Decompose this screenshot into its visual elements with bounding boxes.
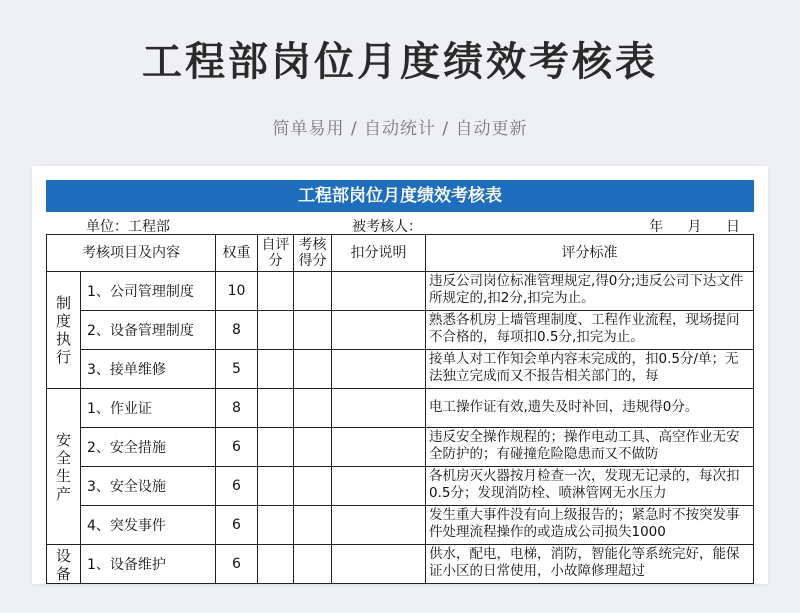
item-cell: 4、突发事件 [81,506,216,545]
table-row [47,311,754,350]
standard-cell: 电工操作证有效,遗失及时补回，违规得0分。 [426,389,754,428]
table-row [47,428,754,467]
self-score-cell[interactable] [258,311,294,350]
standard-cell: 熟悉各机房上墙管理制度、工程作业流程，现场提问不合格的，每项扣0.5分,扣完为止。 [426,311,754,350]
category-safety: 安全生产 [47,389,81,545]
standard-cell: 供水，配电，电梯，消防，智能化等系统完好，能保证小区的日常使用，小故障修理超过 [426,545,754,584]
deduct-note-cell[interactable] [332,272,426,311]
weight-cell: 6 [216,545,258,584]
check-score-cell[interactable] [294,467,332,506]
category-system: 制度执行 [47,272,81,389]
table-row [47,272,754,311]
table-row [47,506,754,545]
self-score-cell[interactable] [258,272,294,311]
header-standard: 评分标准 [426,235,754,272]
item-cell: 1、作业证 [81,389,216,428]
weight-cell: 6 [216,506,258,545]
check-score-cell[interactable] [294,272,332,311]
page-title: 工程部岗位月度绩效考核表 [142,39,658,85]
self-score-cell[interactable] [258,428,294,467]
self-score-cell[interactable] [258,389,294,428]
self-score-cell[interactable] [258,506,294,545]
item-cell: 3、接单维修 [81,350,216,389]
check-score-cell[interactable] [294,545,332,584]
sheet-banner-title: 工程部岗位月度绩效考核表 [46,180,754,212]
header-weight: 权重 [216,235,258,272]
check-score-cell[interactable] [294,389,332,428]
self-score-cell[interactable] [258,350,294,389]
item-cell: 1、设备维护 [81,545,216,584]
table-row [47,545,754,584]
weight-cell: 5 [216,350,258,389]
standard-cell: 违反公司岗位标准管理规定,得0分;违反公司下达文件所规定的,扣2分,扣完为止。 [426,272,754,311]
page-subtitle: 简单易用 / 自动统计 / 自动更新 [272,119,528,139]
header-self-score: 自评分 [258,235,294,272]
self-score-cell[interactable] [258,545,294,584]
header-deduct-note: 扣分说明 [332,235,426,272]
item-cell: 2、设备管理制度 [81,311,216,350]
unit-label: 单位：工程部 [86,219,170,235]
item-cell: 3、安全设施 [81,467,216,506]
assessee-label: 被考核人： [352,219,422,235]
table-row [47,467,754,506]
weight-cell: 8 [216,311,258,350]
header-item: 考核项目及内容 [47,235,216,272]
deduct-note-cell[interactable] [332,506,426,545]
check-score-cell[interactable] [294,428,332,467]
check-score-cell[interactable] [294,506,332,545]
standard-cell: 各机房灭火器按月检查一次，发现无记录的，每次扣0.5分；发现消防栓、喷淋管网无水压力 [426,467,754,506]
weight-cell: 8 [216,389,258,428]
date-label: 年 月 日 [649,219,750,235]
table-row [47,389,754,428]
standard-cell: 发生重大事件没有向上级报告的；紧急时不按突发事件处理流程操作的或造成公司损失1000 [426,506,754,545]
check-score-cell[interactable] [294,311,332,350]
header-check-score: 考核得分 [294,235,332,272]
self-score-cell[interactable] [258,467,294,506]
assessment-table [46,234,754,584]
weight-cell: 6 [216,428,258,467]
check-score-cell[interactable] [294,350,332,389]
standard-cell: 接单人对工作知会单内容未完成的，扣0.5分/单；无法独立完成而又不报告相关部门的，每 [426,350,754,389]
assessment-sheet [32,166,768,584]
table-row [47,350,754,389]
category-equipment: 设备 [47,545,81,584]
weight-cell: 10 [216,272,258,311]
item-cell: 2、安全措施 [81,428,216,467]
table-header-row [47,235,754,272]
deduct-note-cell[interactable] [332,389,426,428]
standard-cell: 违反安全操作规程的；操作电动工具、高空作业无安全防护的；有碰撞危险隐患而又不做防 [426,428,754,467]
deduct-note-cell[interactable] [332,428,426,467]
weight-cell: 6 [216,467,258,506]
deduct-note-cell[interactable] [332,545,426,584]
deduct-note-cell[interactable] [332,467,426,506]
deduct-note-cell[interactable] [332,311,426,350]
sheet-info-row [46,216,754,234]
deduct-note-cell[interactable] [332,350,426,389]
item-cell: 1、公司管理制度 [81,272,216,311]
